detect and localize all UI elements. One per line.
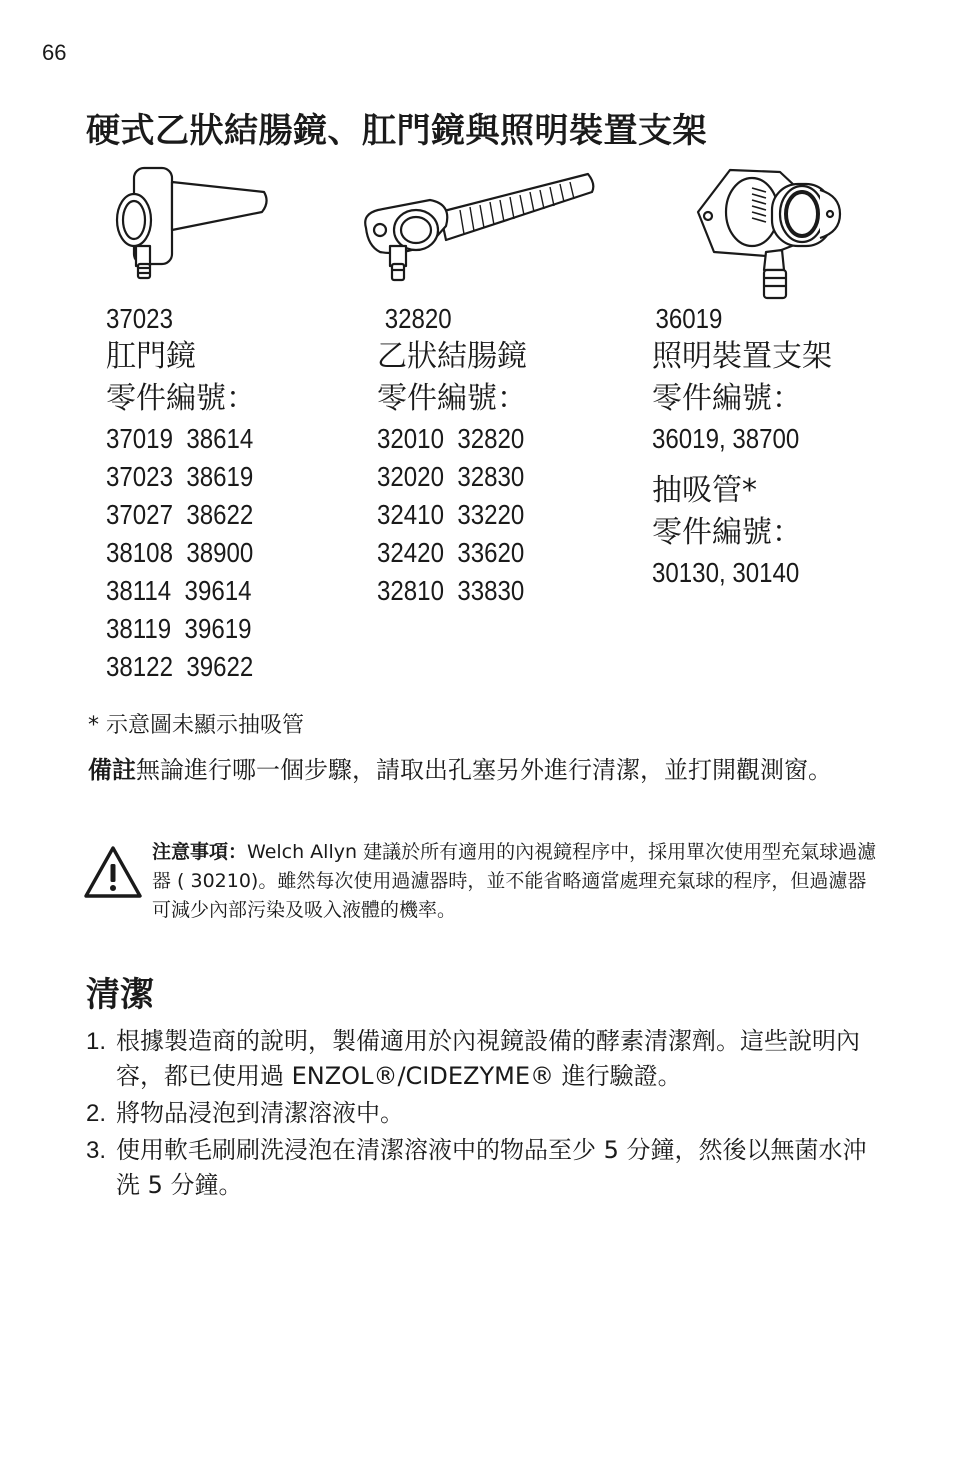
product-number: 32820 [384,303,452,334]
part-number-label: 零件編號： [652,515,802,550]
list-item [86,1133,886,1203]
page-number: 66 [42,40,67,65]
illuminator-bracket-illustration [690,160,850,302]
part-number-row: 38119 39619 [106,613,252,644]
sigmoidoscope-illustration [360,160,600,290]
warning-triangle-icon [82,844,144,900]
step-text: 根據製造商的說明，製備適用於內視鏡設備的酵素清潔劑。這些說明內容，都已使用過 ENZOL®/CIDEZYME® 進行驗證。 [116,1027,860,1090]
cleaning-heading: 清潔 [86,975,154,1015]
caution-block [152,838,882,925]
list-item [86,1096,886,1131]
part-number-row: 37019 38614 [106,423,254,454]
part-number-row: 38108 38900 [106,537,254,568]
part-number-row: 32020 32830 [377,461,525,492]
part-number-row: 32810 33830 [377,575,525,606]
product-number: 36019 [655,303,723,334]
part-number-row: 30130, 30140 [652,557,800,588]
anoscope-illustration [104,160,274,282]
step-text: 將物品浸泡到清潔溶液中。 [116,1099,404,1127]
note-block [88,752,878,788]
list-item [86,1024,886,1094]
footnote: * 示意圖未顯示抽吸管 [88,713,304,738]
product-column-anoscope [106,302,277,686]
part-number-row: 36019, 38700 [652,423,800,454]
part-number-row: 38122 39622 [106,651,254,682]
part-number-row: 32420 33620 [377,537,525,568]
step-index: 2. [86,1100,107,1127]
cleaning-steps-list [86,1024,886,1205]
note-text: 無論進行哪一個步驟，請取出孔塞另外進行清潔，並打開觀測窗。 [136,756,832,784]
product-number: 37023 [106,303,173,334]
note-label: 備註 [88,756,136,784]
caution-label: 注意事項： [152,841,248,863]
suction-tube-name: 抽吸管* [652,473,757,508]
part-number-row: 32010 32820 [377,423,525,454]
step-text: 使用軟毛刷刷洗浸泡在清潔溶液中的物品至少 5 分鐘，然後以無菌水沖洗 5 分鐘。 [116,1136,867,1199]
part-number-row: 32410 33220 [377,499,525,530]
part-number-label: 零件編號： [377,381,527,416]
step-index: 1. [86,1028,107,1055]
caution-text: Welch Allyn 建議於所有適用的內視鏡程序中，採用單次使用型充氣球過濾器 ( 30210)。雖然每次使用過濾器時，並不能省略適當處理充氣球的程序，但過濾器可減少內部污染及吸入液體的機率。 [152,841,877,921]
step-index: 3. [86,1137,107,1164]
part-number-label: 零件編號： [652,381,802,416]
product-name: 肛門鏡 [106,339,196,374]
part-number-row: 38114 39614 [106,575,252,606]
product-column-illuminator-bracket [652,302,832,592]
product-name: 照明裝置支架 [652,339,832,374]
product-name: 乙狀結腸鏡 [377,339,527,374]
part-number-label: 零件編號： [106,381,256,416]
product-column-sigmoidoscope [377,302,548,610]
part-number-row: 37027 38622 [106,499,254,530]
page-title: 硬式乙狀結腸鏡、肛門鏡與照明裝置支架 [86,111,707,151]
part-number-row: 37023 38619 [106,461,254,492]
